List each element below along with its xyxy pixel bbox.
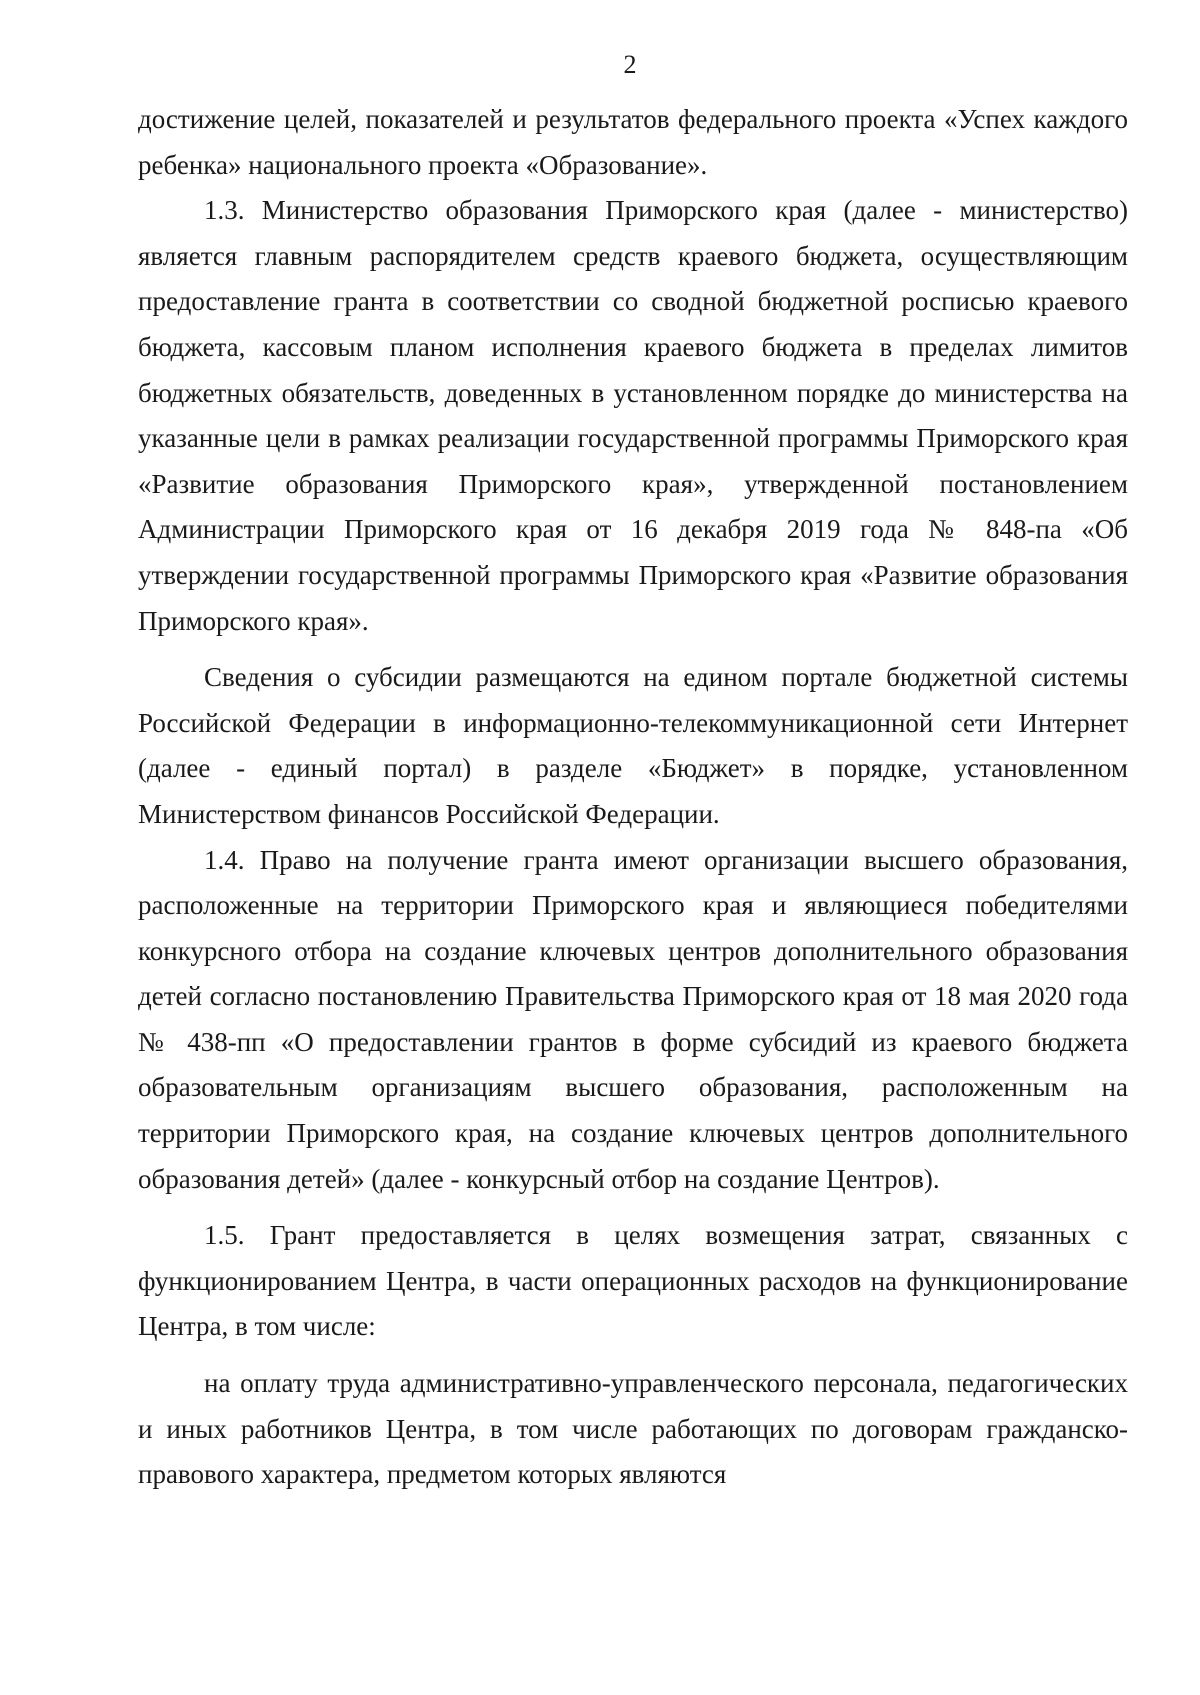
paragraph-subsidy-info: Сведения о субсидии размещаются на едином портале бюджетной системы Российской Федерации в информационно-телекоммуникационной сети Интернет (далее - единый портал) в разделе «Бюджет» в порядке, установленном Министерством финансов Российской Федерации. <box>138 662 1128 829</box>
document-body <box>138 97 1128 1498</box>
paragraph-1-5: 1.5. Грант предоставляется в целях возмещения затрат, связанных с функционированием Центра, в части операционных расходов на функционирование Центра, в том числе: <box>138 1220 1128 1342</box>
page-number: 2 <box>623 50 637 79</box>
paragraph-1-3: 1.3. Министерство образования Приморского края (далее - министерство) является главным распорядителем средств краевого бюджета, осуществляющим предоставление гранта в соответствии со сводной бюджетной росписью краевого бюджета, кассовым планом исполнения краевого бюджета в пределах лимитов бюджетных обязательств, доведенных в установленном порядке до министерства на указанные цели в рамках реализации государственной программы Приморского края «Развитие образования Приморского края», утвержденной постановлением Администрации Приморского края от 16 декабря 2019 года № 848-па «Об утверждении государственной программы Приморского края «Развитие образования Приморского края». <box>138 195 1128 636</box>
paragraph-wages: на оплату труда административно-управленческого персонала, педагогических и иных работников Центра, в том числе работающих по договорам гражданско-правового характера, предметом которых являются <box>138 1368 1128 1490</box>
paragraph-1-4: 1.4. Право на получение гранта имеют организации высшего образования, расположенные на территории Приморского края и являющиеся победителями конкурсного отбора на создание ключевых центров дополнительного образования детей согласно постановлению Правительства Приморского края от 18 мая 2020 года № 438-пп «О предоставлении грантов в форме субсидий из краевого бюджета образовательным организациям высшего образования, расположенным на территории Приморского края, на создание ключевых центров дополнительного образования детей» (далее - конкурсный отбор на создание Центров). <box>138 844 1128 1194</box>
paragraph-continuation: достижение целей, показателей и результатов федерального проекта «Успех каждого ребенка» национального проекта «Образование». <box>138 104 1128 180</box>
